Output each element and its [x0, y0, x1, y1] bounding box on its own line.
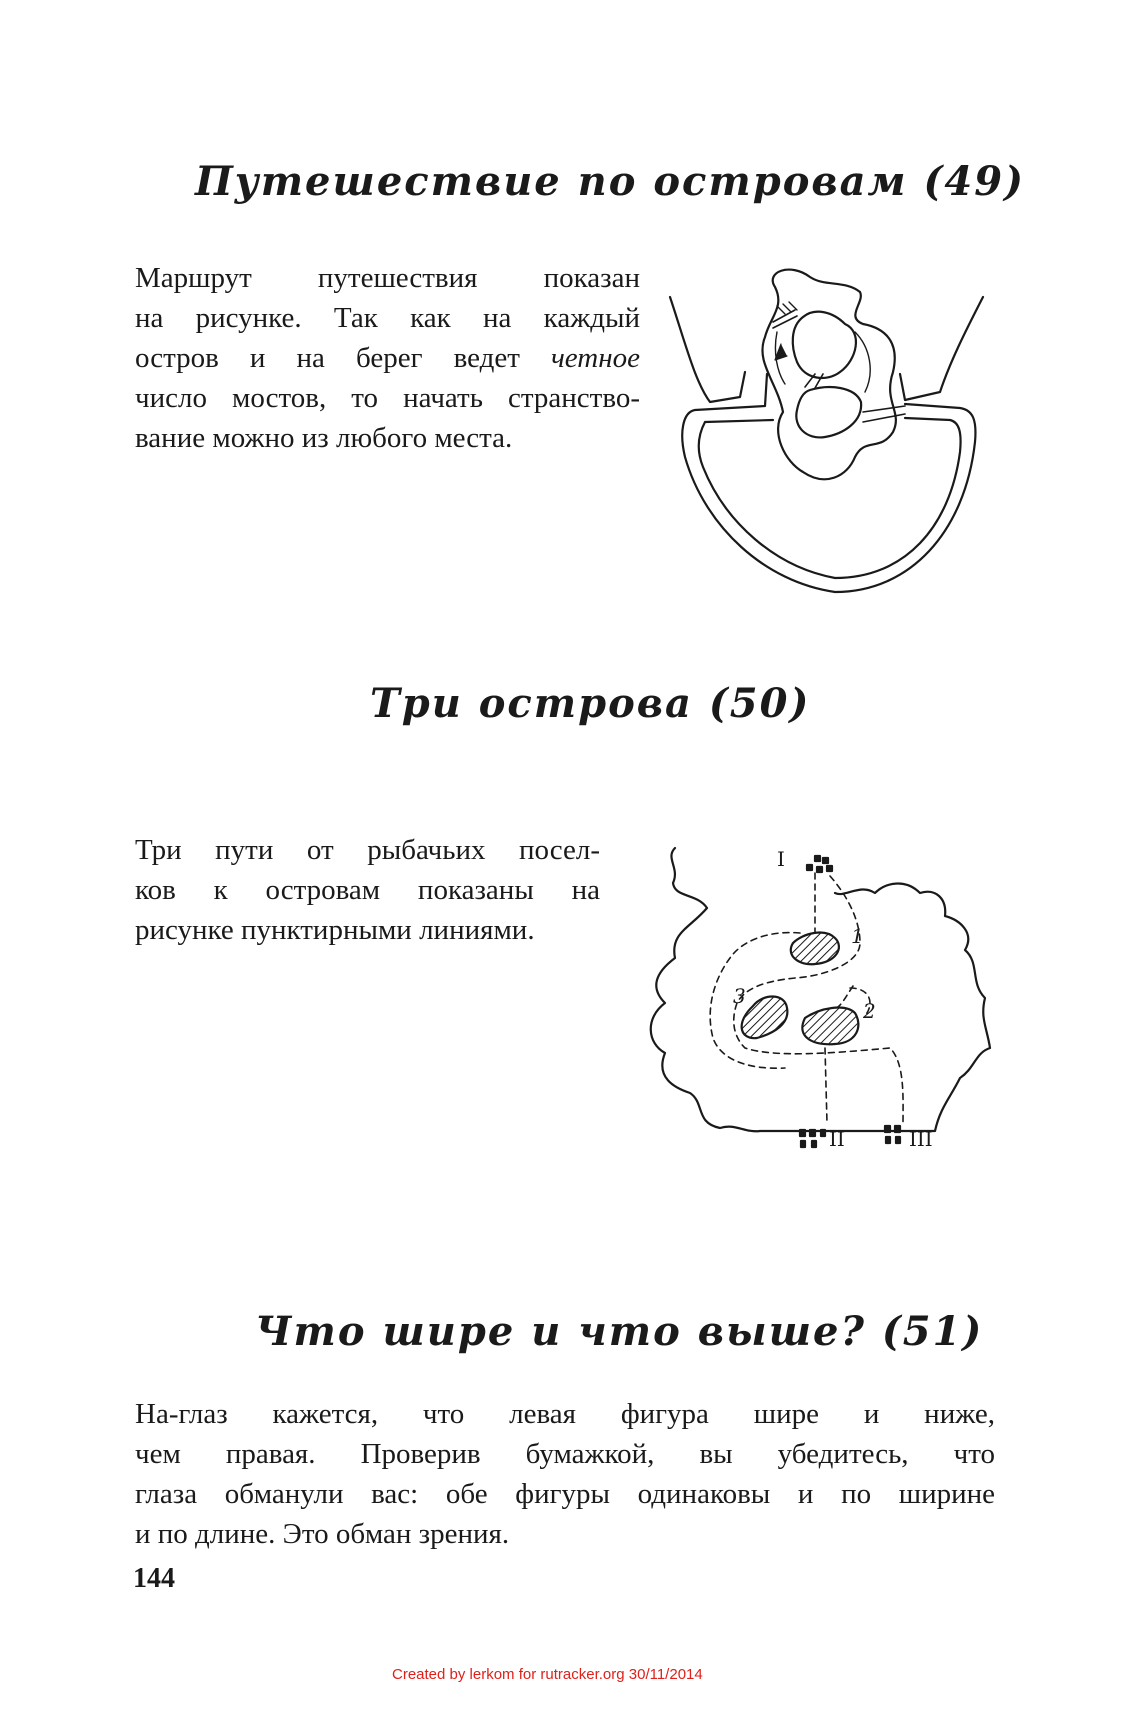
text-line: число мостов, то начать странство- — [135, 382, 640, 414]
text-line: Три пути от рыбачьих посел- — [135, 834, 600, 866]
text-line: чем правая. Проверив бумажкой, вы убедитесь, что — [135, 1438, 995, 1470]
text-line: и по длине. Это обман зрения. — [135, 1518, 510, 1550]
section-title-50: Три острова (50) — [370, 680, 811, 727]
text-line: ков к островам показаны на — [135, 874, 600, 906]
three-islands-figure — [635, 838, 995, 1158]
section-text-50 — [135, 830, 600, 950]
island-label: 2 — [863, 999, 876, 1023]
footer-credit: Created by lerkom for rutracker.org 30/11/2014 — [392, 1666, 703, 1683]
text-line: глаза обманули вас: обе фигуры одинаковы и по ширине — [135, 1478, 995, 1510]
text-line: Маршрут путешествия показан — [135, 262, 640, 294]
text-line: рисунке пунктирными линиями. — [135, 914, 535, 946]
section-text-51 — [135, 1394, 995, 1554]
village-label: I — [777, 847, 785, 871]
text-line: на рисунке. Так как на каждый — [135, 302, 640, 334]
text-segment: остров и на берег ведет — [135, 342, 551, 374]
village-label: III — [909, 1127, 933, 1151]
text-line — [135, 338, 640, 378]
village-label: II — [829, 1127, 845, 1151]
section-title-49: Путешествие по островам (49) — [195, 158, 1026, 205]
section-text-49 — [135, 258, 640, 458]
section-title-51: Что шире и что выше? (51) — [255, 1308, 984, 1355]
text-line: вание можно из любого места. — [135, 422, 513, 454]
page-number: 144 — [133, 1563, 175, 1594]
island-label: 3 — [733, 984, 746, 1008]
emphasis-word: четное — [550, 342, 640, 374]
text-line: На-глаз кажется, что левая фигура шире и ниже, — [135, 1398, 995, 1430]
islands-route-figure — [665, 262, 995, 602]
island-label: 1 — [851, 924, 864, 948]
